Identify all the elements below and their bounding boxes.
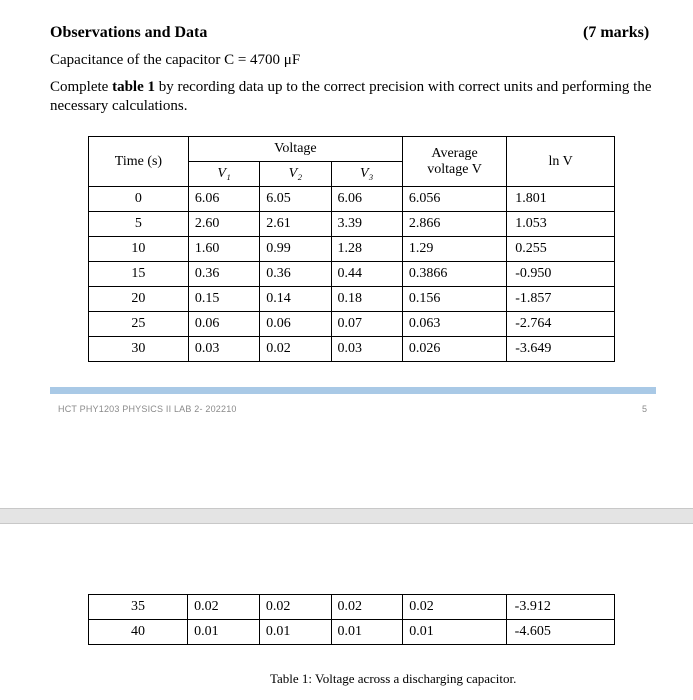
- section-title: Observations and Data: [50, 24, 208, 41]
- cell-time: 20: [89, 287, 189, 312]
- cell-lnv: -4.605: [506, 620, 614, 645]
- marks-label: (7 marks): [583, 24, 650, 41]
- header-time: Time (s): [89, 137, 189, 187]
- cell-lnv: -3.912: [506, 595, 614, 620]
- cell-v3: 3.39: [331, 212, 402, 237]
- cell-v2: 2.61: [260, 212, 331, 237]
- table-caption: Table 1: Voltage across a discharging capacitor.: [270, 671, 517, 686]
- cell-time: 10: [89, 237, 189, 262]
- instructions-bold: table 1: [112, 79, 155, 95]
- cell-lnv: 1.801: [507, 187, 615, 212]
- cell-lnv: 1.053: [507, 212, 615, 237]
- cell-v3: 1.28: [331, 237, 402, 262]
- cell-average: 0.3866: [402, 262, 506, 287]
- cell-time: 25: [89, 312, 189, 337]
- cell-time: 0: [89, 187, 189, 212]
- table-row: [89, 312, 615, 337]
- cell-lnv: -0.950: [507, 262, 615, 287]
- table-row: [89, 212, 615, 237]
- cell-v1: 0.36: [188, 262, 259, 287]
- cell-v2: 0.36: [260, 262, 331, 287]
- cell-average: 0.01: [403, 620, 506, 645]
- table-row: [89, 337, 615, 362]
- cell-v3: 6.06: [331, 187, 402, 212]
- cell-lnv: -1.857: [507, 287, 615, 312]
- cell-time: 15: [89, 262, 189, 287]
- header-voltage: Voltage: [188, 137, 402, 162]
- cell-v2: 0.99: [260, 237, 331, 262]
- page-number: 5: [642, 404, 648, 414]
- header-lnv: ln V: [507, 137, 615, 187]
- data-table-page2: [88, 594, 615, 645]
- cell-v3: 0.03: [331, 337, 402, 362]
- cell-v1: 1.60: [188, 237, 259, 262]
- cell-lnv: -2.764: [507, 312, 615, 337]
- cell-time: 5: [89, 212, 189, 237]
- cell-lnv: -3.649: [507, 337, 615, 362]
- cell-average: 2.866: [402, 212, 506, 237]
- cell-average: 0.156: [402, 287, 506, 312]
- table-row: [89, 187, 615, 212]
- table-row: [89, 595, 615, 620]
- page-break: [0, 508, 693, 524]
- header-average-line1: Average: [431, 145, 478, 161]
- table-row: [89, 287, 615, 312]
- cell-average: 0.02: [403, 595, 506, 620]
- table-row: [89, 237, 615, 262]
- header-v1: V₁: [188, 162, 259, 187]
- cell-v2: 0.02: [259, 595, 331, 620]
- header-v2: V₂: [260, 162, 331, 187]
- capacitance-text: Capacitance of the capacitor C = 4700 μF: [50, 52, 301, 68]
- instructions-suffix: by recording data up to the correct precision with correct units and performing the necessary calculations.: [50, 79, 652, 114]
- cell-time: 30: [89, 337, 189, 362]
- cell-v1: 2.60: [188, 212, 259, 237]
- header-average: [402, 137, 506, 187]
- cell-v3: 0.44: [331, 262, 402, 287]
- footer-bar: [50, 387, 656, 394]
- table-row: [89, 620, 615, 645]
- cell-average: 0.063: [402, 312, 506, 337]
- table-body-page2: [89, 595, 615, 645]
- cell-v3: 0.18: [331, 287, 402, 312]
- header-v3: V₃: [331, 162, 402, 187]
- cell-average: 1.29: [402, 237, 506, 262]
- cell-lnv: 0.255: [507, 237, 615, 262]
- instructions-prefix: Complete: [50, 79, 113, 95]
- table-body-page1: [89, 187, 615, 362]
- cell-v2: 0.01: [259, 620, 331, 645]
- cell-v1: 0.02: [188, 595, 260, 620]
- footer-text: HCT PHY1203 PHYSICS II LAB 2- 202210: [58, 404, 237, 414]
- data-table-page1: [88, 136, 615, 362]
- cell-average: 0.026: [402, 337, 506, 362]
- cell-average: 6.056: [402, 187, 506, 212]
- table-row: [89, 262, 615, 287]
- cell-v3: 0.02: [331, 595, 403, 620]
- header-average-line2: voltage V: [427, 161, 482, 177]
- cell-v1: 6.06: [188, 187, 259, 212]
- cell-time: 35: [89, 595, 188, 620]
- cell-v3: 0.07: [331, 312, 402, 337]
- cell-v3: 0.01: [331, 620, 403, 645]
- cell-v1: 0.06: [188, 312, 259, 337]
- instructions-text: [50, 78, 670, 116]
- cell-v1: 0.15: [188, 287, 259, 312]
- cell-v2: 0.02: [260, 337, 331, 362]
- cell-v2: 6.05: [260, 187, 331, 212]
- cell-time: 40: [89, 620, 188, 645]
- cell-v1: 0.03: [188, 337, 259, 362]
- cell-v1: 0.01: [188, 620, 260, 645]
- cell-v2: 0.06: [260, 312, 331, 337]
- cell-v2: 0.14: [260, 287, 331, 312]
